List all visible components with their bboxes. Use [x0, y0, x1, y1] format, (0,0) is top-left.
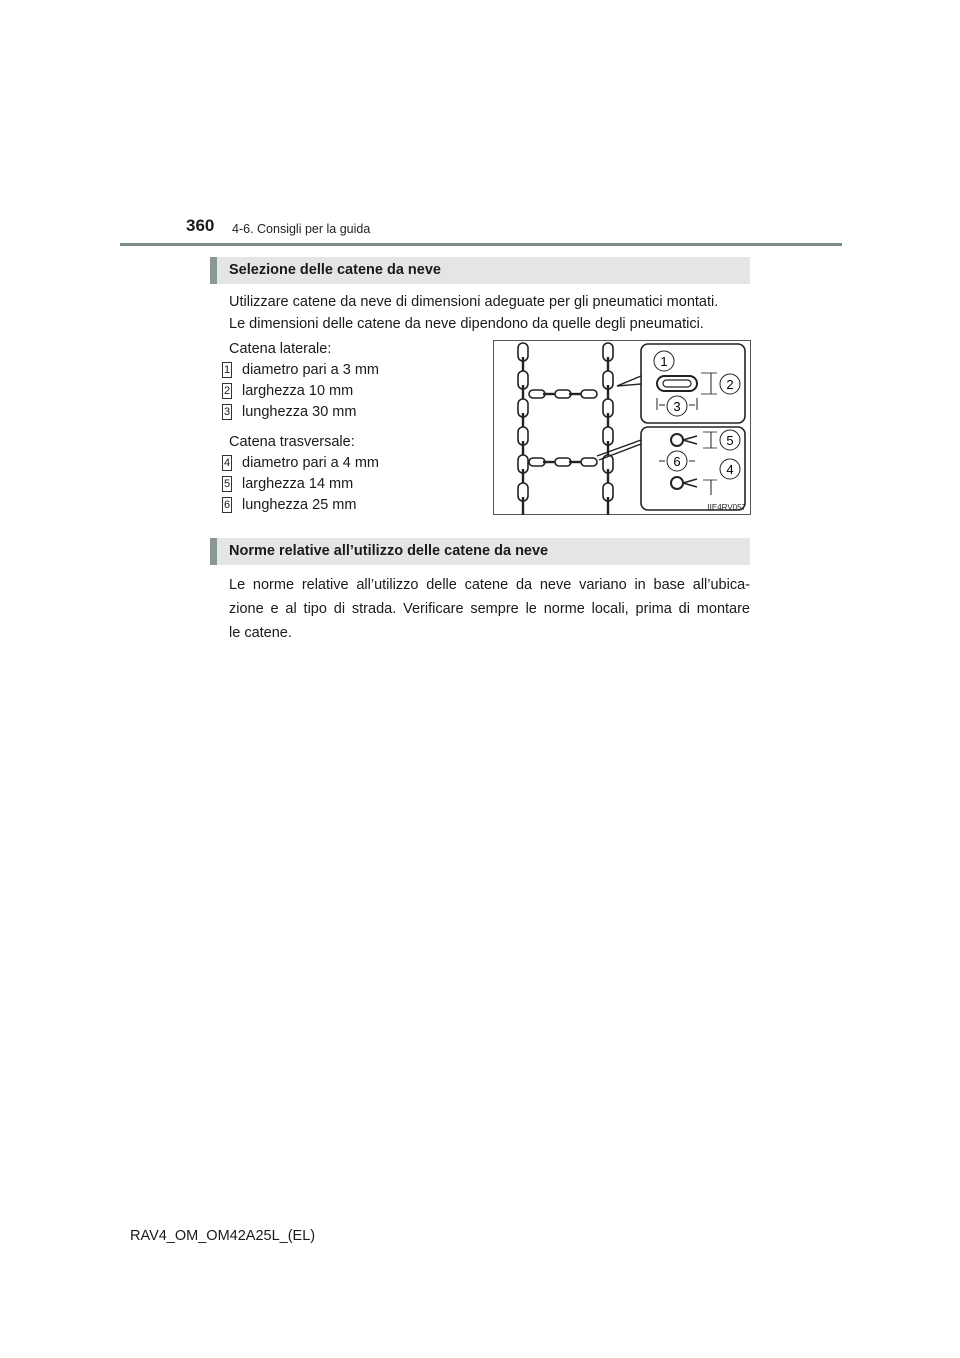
lateral-chain-heading: Catena laterale: [229, 341, 332, 357]
section-path: 4-6. Consigli per la guida [232, 222, 371, 236]
header-rule [120, 243, 842, 246]
snow-chain-illustration [493, 340, 751, 515]
callout-1 [654, 351, 674, 371]
horizontal-chain-bottom [529, 458, 597, 466]
svg-text:1: 1 [660, 354, 668, 369]
section-heading-chain-selection [210, 257, 750, 284]
callout-5 [720, 430, 740, 450]
list-item-text: diametro pari a 4 mm [242, 455, 379, 471]
intro-line-1: Utilizzare catene da neve di dimensioni adeguate per gli pneumatici montati. [229, 294, 719, 310]
callout-2 [720, 374, 740, 394]
list-item-text: lunghezza 25 mm [242, 497, 357, 513]
number-badge: 6 [222, 497, 232, 513]
number-badge: 4 [222, 455, 232, 471]
list-item [222, 360, 379, 380]
number-badge: 5 [222, 476, 232, 492]
figure-code: IIE4RV057 [707, 503, 746, 512]
intro-line-2: Le dimensioni delle catene da neve dipendono da quelle degli pneumatici. [229, 316, 704, 332]
transverse-chain-heading: Catena trasversale: [229, 434, 355, 450]
list-item [222, 495, 356, 515]
svg-text:6: 6 [673, 454, 681, 469]
section-heading-chain-regulations [210, 538, 750, 565]
regulations-line-2: zione e al tipo di strada. Verificare sempre le norme locali, prima di montare [229, 601, 750, 617]
list-item-text: larghezza 10 mm [242, 383, 354, 399]
list-item [222, 453, 379, 473]
callout-3 [667, 396, 687, 416]
horizontal-chain-top [529, 390, 597, 398]
number-badge: 1 [222, 362, 232, 378]
list-item-text: diametro pari a 3 mm [242, 362, 379, 378]
number-badge: 3 [222, 404, 232, 420]
svg-text:4: 4 [726, 462, 734, 477]
regulations-line-3: le catene. [229, 625, 292, 641]
list-item [222, 474, 353, 494]
list-item-text: larghezza 14 mm [242, 476, 354, 492]
list-item-text: lunghezza 30 mm [242, 404, 357, 420]
callout-4 [720, 459, 740, 479]
page-number: 360 [186, 216, 215, 235]
regulations-paragraph [229, 573, 750, 645]
list-item [222, 402, 356, 422]
svg-text:2: 2 [726, 377, 734, 392]
number-badge: 2 [222, 383, 232, 399]
regulations-line-1: Le norme relative all’utilizzo delle catene da neve variano in base all’ubica- [229, 577, 750, 593]
document-code: RAV4_OM_OM42A25L_(EL) [130, 1228, 316, 1244]
list-item [222, 381, 353, 401]
svg-text:5: 5 [726, 433, 734, 448]
svg-text:3: 3 [673, 399, 681, 414]
section-title: Selezione delle catene da neve [229, 262, 441, 278]
section-title: Norme relative all’utilizzo delle catene da neve [229, 543, 549, 559]
callout-6 [667, 451, 687, 471]
